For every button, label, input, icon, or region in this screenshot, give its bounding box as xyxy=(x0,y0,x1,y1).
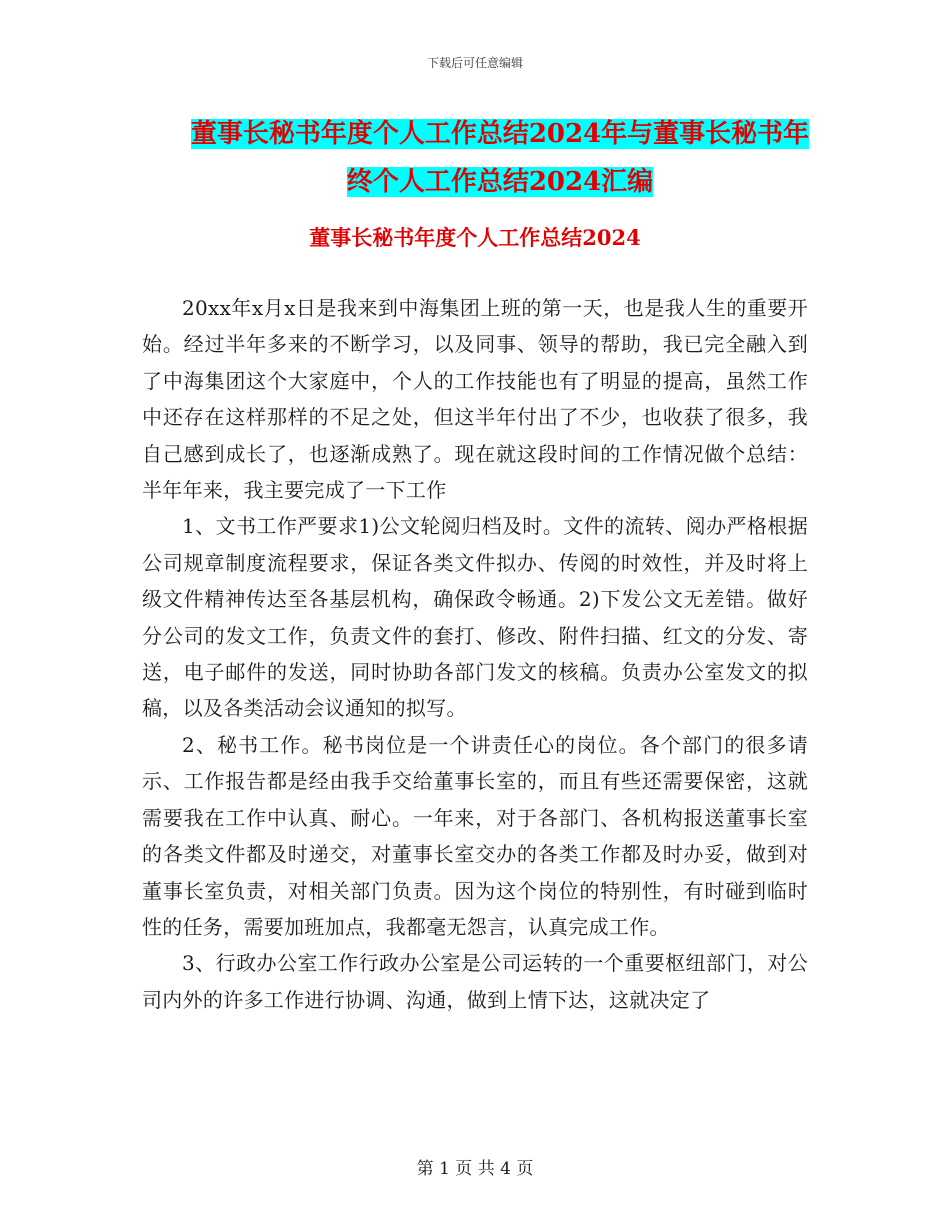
document-title xyxy=(140,110,860,206)
document-title-line-1: 董事长秘书年度个人工作总结2024年与董事长秘书年 xyxy=(190,119,810,149)
paragraph-intro: 20xx年x月x日是我来到中海集团上班的第一天，也是我人生的重要开始。经过半年多来的不断学习，以及同事、领导的帮助，我已完全融入到了中海集团这个大家庭中，个人的工作技能也有了明显的提高，虽然工作中还存在这样那样的不足之处，但这半年付出了不少，也收获了很多，我自己感到成长了，也逐渐成熟了。现在就这段时间的工作情况做个总结：半年年来，我主要完成了一下工作 xyxy=(142,296,808,503)
document-body xyxy=(142,290,808,1018)
page-footer-page-number: 第 1 页 共 4 页 xyxy=(416,1159,534,1179)
paragraph-admin-office-work: 3、行政办公室工作行政办公室是公司运转的一个重要枢纽部门，对公司内外的许多工作进行协调、沟通，做到上情下达，这就决定了 xyxy=(142,951,808,1012)
document-title-line-2: 终个人工作总结2024汇编 xyxy=(346,167,654,197)
page-header-note: 下载后可任意编辑 xyxy=(426,56,523,70)
section-title: 董事长秘书年度个人工作总结2024 xyxy=(309,225,641,250)
paragraph-secretary-work: 2、秘书工作。秘书岗位是一个讲责任心的岗位。各个部门的很多请示、工作报告都是经由我手交给董事长室的，而且有些还需要保密，这就需要我在工作中认真、耐心。一年来，对于各部门、各机构报送董事长室的各类文件都及时递交，对董事长室交办的各类工作都及时办妥，做到对董事长室负责，对相关部门负责。因为这个岗位的特别性，有时碰到临时性的任务，需要加班加点，我都毫无怨言，认真完成工作。 xyxy=(142,732,808,939)
paragraph-document-work: 1、文书工作严要求1)公文轮阅归档及时。文件的流转、阅办严格根据公司规章制度流程要求，保证各类文件拟办、传阅的时效性，并及时将上级文件精神传达至各基层机构，确保政令畅通。2)下发公文无差错。做好分公司的发文工作，负责文件的套打、修改、附件扫描、红文的分发、寄送，电子邮件的发送，同时协助各部门发文的核稿。负责办公室发文的拟稿，以及各类活动会议通知的拟写。 xyxy=(142,514,808,721)
